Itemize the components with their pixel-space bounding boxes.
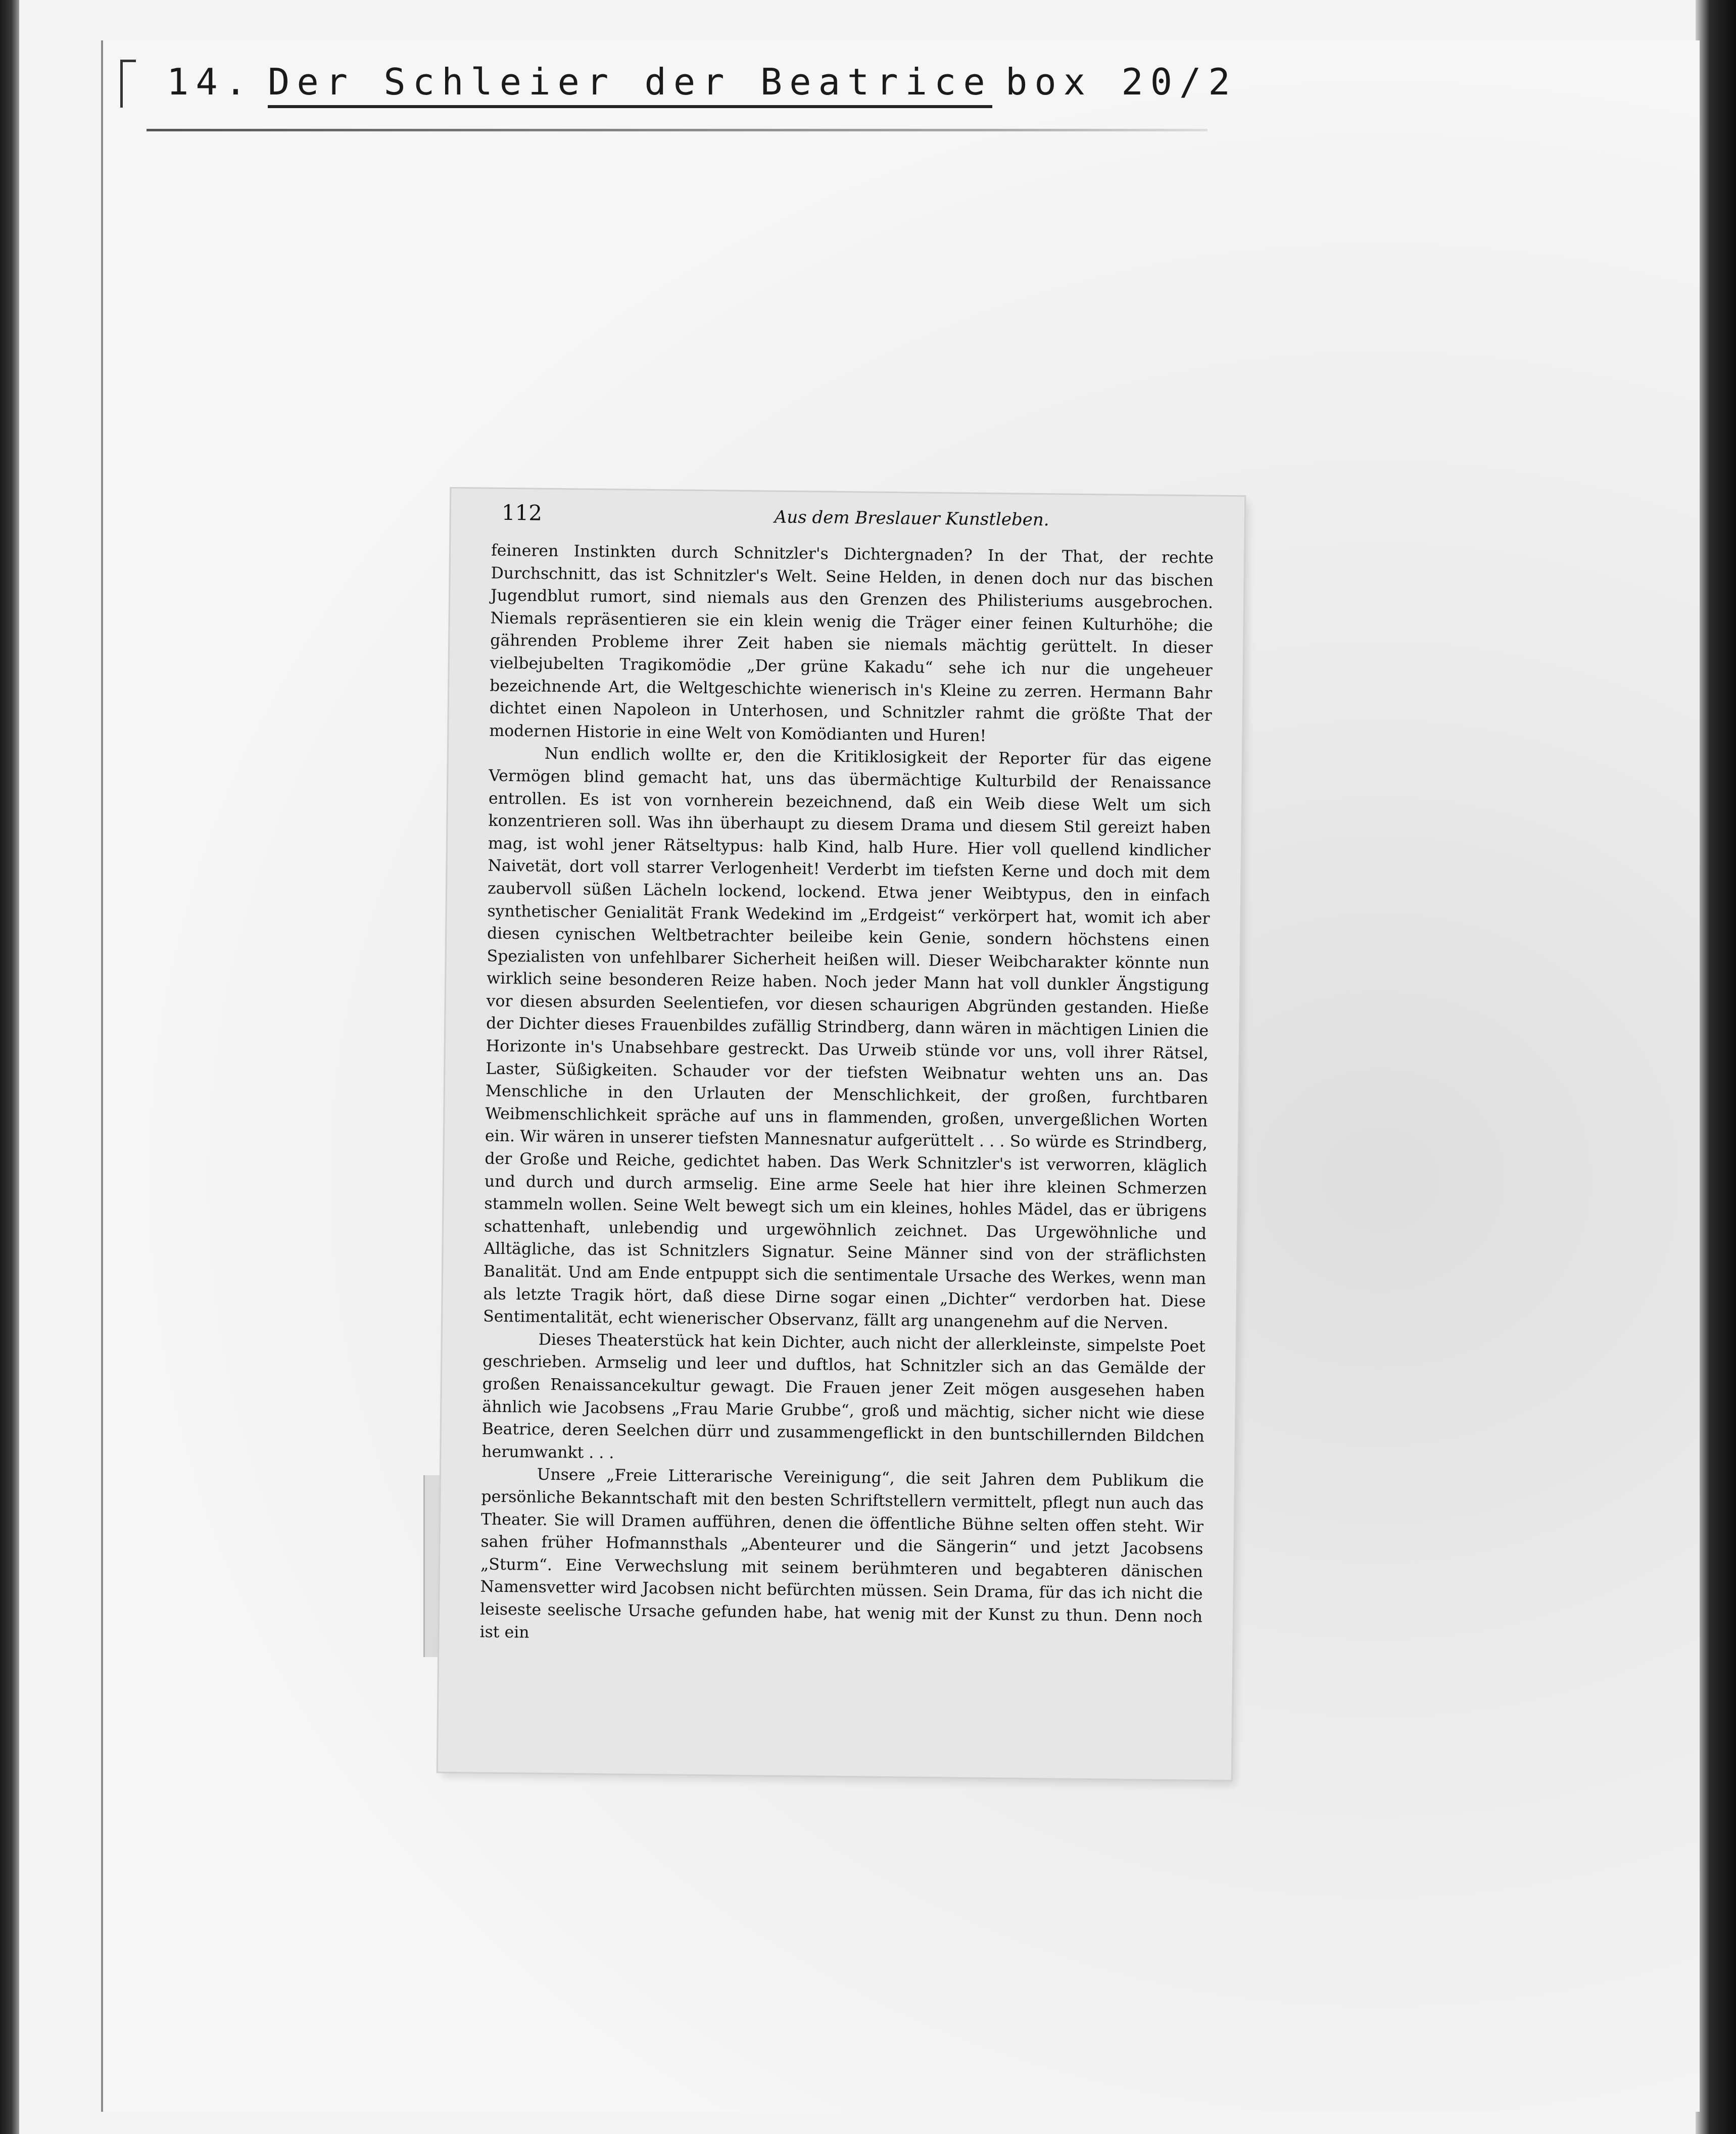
left-film-edge xyxy=(0,0,19,2134)
paragraph: Unsere „Freie Litterarische Vereinigung“, die seit Jahren dem Publikum die persönliche Bekanntschaft mit den besten Schriftstellern vermittelt, pflegt nun auch das Theater. Sie will Dramen aufführen, denen die öffentliche Bühne selten offen steht. Wir sahen früher Hofmannsthals „Abenteurer und die Sängerin“ und jetzt Jacobsens „Sturm“. Eine Verwechslung mit seinem berühmteren und begabteren dänischen Namensvetter wird Jacobsen nicht befürchten müssen. Sein Drama, für das ich nicht die leiseste seelische Ursache gefunden habe, hat wenig mit der Kunst zu thun. Denn noch ist ein xyxy=(479,1466,1204,1642)
page-number: 112 xyxy=(501,500,543,525)
clipping-header xyxy=(501,500,1209,538)
right-film-edge xyxy=(1696,0,1736,2134)
card-title: Der Schleier der Beatrice xyxy=(268,61,992,108)
paragraph: Nun endlich wollte er, den die Kritiklosigkeit der Reporter für das eigene Vermögen blind gemacht hat, uns das übermächtige Kulturbild der Renaissance entrollen. Es ist von vornherein bezeichnend, daß ein Weib diese Welt um sich konzentrieren soll. Was ihn überhaupt zu diesem Drama und diesem Stil gereizt haben mag, ist wohl jener Rätseltypus: halb Kind, halb Hure. Hier voll quellend kindlicher Naivetät, dort voll starrer Verlogenheit! Verderbt im tiefsten Kerne und doch mit dem zaubervoll süßen Lächeln lockend, lockend. Etwa jener Weibtypus, den in einfach synthetischer Genialität Frank Wedekind im „Erdgeist“ verkörpert hat, womit ich aber diesen cynischen Weltbetrachter beileibe kein Genie, sondern höchstens einen Spezialisten von unfehlbarer Sicherheit heißen will. Dieser Weibcharakter könnte nun wirklich seine besonderen Reize haben. Noch jeder Mann hat voll dunkler Ängstigung vor diesen absurden Seelentiefen, vor diesen schaurigen Abgründen gestanden. Hieße der Dichter dieses Frauenbildes zufällig Strindberg, dann wären in mächtigen Linien die Horizonte in's Unabsehbare gestreckt. Das Urweib stünde vor uns, voll ihrer Rätsel, Laster, Süßigkeiten. Schauder vor der tiefsten Weibnatur wehten uns an. Das Menschliche in den Urlauten der Menschlichkeit, der großen, furchtbaren Weibmenschlichkeit spräche auf uns in flammenden, großen, unvergeßlichen Worten ein. Wir wären in unserer tiefsten Mannesnatur aufgerüttelt . . . So würde es Strindberg, der Große und Reiche, gedichtet haben. Das Werk Schnitzler's ist verworren, kläglich und durch und durch armselig. Eine arme Seele hat hier ihre kleinen Schmerzen stammeln wollen. Seine Welt bewegt sich um ein kleines, hohles Mädel, das er übrigens schattenhaft, unlebendig und urgewöhnlich zeichnet. Das Urgewöhnliche und Alltägliche, das ist Schnitzlers Signatur. Seine Männer sind von der sträflichsten Banalität. Und am Ende entpuppt sich die sentimentale Ursache des Werkes, wenn man als letzte Tragik hört, daß diese Dirne sogar einen „Dichter“ verdorben hat. Diese Sentimentalität, echt wienerischer Observanz, fällt arg unangenehm auf die Nerven. xyxy=(483,745,1212,1333)
header-rule xyxy=(147,129,1208,131)
newspaper-clipping xyxy=(438,489,1245,1780)
box-label: box 20/2 xyxy=(1005,61,1237,103)
card-corner-mark xyxy=(120,60,136,108)
paragraph: feineren Instinkten durch Schnitzler's Dichtergnaden? In der That, der rechte Durchschnitt, das ist Schnitzler's Welt. Seine Helden, in denen doch nur das bischen Jugendblut rumort, sind niemals aus den Grenzen des Philisteriums ausgebrochen. Niemals repräsentieren sie ein klein wenig die Träger einer feinen Kulturhöhe; die gährenden Probleme ihrer Zeit haben sie niemals mächtig gerüttelt. In dieser vielbejubelten Tragikomödie „Der grüne Kakadu“ sehe ich nur die ungeheuer bezeichnende Art, die Weltgeschichte wienerisch in's Kleine zu zerren. Hermann Bahr dichtet einen Napoleon in Unterhosen, und Schnitzler rahmt die größte That der modernen Historie in eine Welt von Komödianten und Huren! xyxy=(489,541,1214,745)
item-number: 14. xyxy=(167,61,254,103)
running-head: Aus dem Breslauer Kunstleben. xyxy=(774,507,1049,530)
paragraph: Dieses Theaterstück hat kein Dichter, auch nicht der allerkleinste, simpelste Poet geschrieben. Armselig und leer und duftlos, hat Schnitzler sich an das Gemälde der großen Renaissancekultur gewagt. Die Frauen jener Zeit mögen ausgesehen haben ähnlich wie Jacobsens „Frau Marie Grubbe“, groß und mächtig, sicher nicht wie diese Beatrice, deren Seelchen dürr und zusammengeflickt in den buntschillernden Bildchen herumwankt . . . xyxy=(481,1330,1205,1463)
clipping-text xyxy=(479,540,1214,1651)
